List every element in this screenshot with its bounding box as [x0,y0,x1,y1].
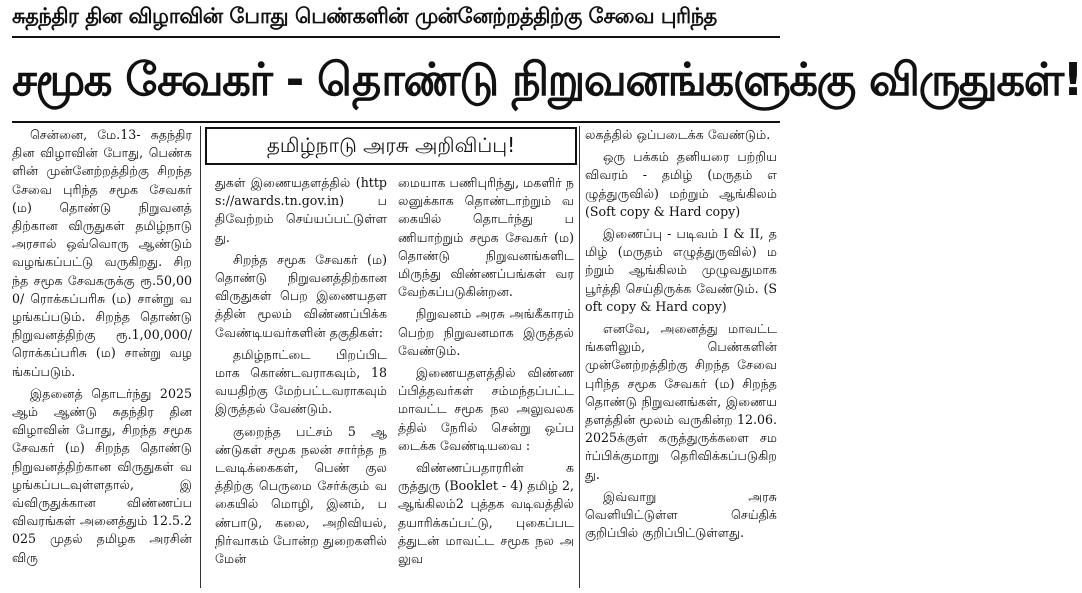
article-paragraph: எனவே, அனைத்து மாவட்டங்களிலும், பெண்களின் முன்னேற்றத்திற்கு சிறந்த சேவை புரிந்த சமூக சேவகர் (ம) சிறந்த தொண்டு நிறுவனங்கள், இணையதளத்தின் மூலம் வருகின்ற 12.06.2025க்குள் கருத்துருக்களை சமர்ப்பிக்குமாறு தெரிவிக்கப்படுகிறது. [585,321,777,482]
article-paragraph: இணைப்பு - படிவம் I & II, தமிழ் (மருதம் எழுத்துருவில்) மற்றும் ஆங்கிலம் முழுவதுமாக பூர்த்தி செய்திருக்க வேண்டும். (Soft copy & Hard copy) [585,226,777,314]
article-column-3 [398,174,574,588]
kicker-rule [12,36,780,38]
article-column-4 [585,126,777,588]
article-paragraph: தமிழ்நாட்டை பிறப்பிடமாக கொண்டவராகவும், 18 வயதிற்கு மேற்பட்டவராகவும் இருத்தல் வேண்டும். [215,346,387,417]
announcement-box: தமிழ்நாடு அரசு அறிவிப்பு! [205,127,577,165]
article-paragraph: குறைந்த பட்சம் 5 ஆண்டுகள் சமூக நலன் சார்ந்த நடவடிக்கைகள், பெண் குலத்திற்கு பெருமை சேர்க்கும் வகையில் மொழி, இனம், பண்பாடு, கலை, அறிவியல், நிர்வாகம் போன்ற துறைகளில் மேன் [215,423,387,567]
article-paragraph: மையாக பணிபுரிந்து, மகளிர் நலனுக்காக தொண்டாற்றும் வகையில் தொடர்ந்து பணியாற்றும் சமூக சேவகர் (ம) தொண்டு நிறுவனங்களிடமிருந்து விண்ணப்பங்கள் வரவேற்கப்படுகின்றன. [398,175,574,300]
article-column-2 [215,174,387,588]
article-paragraph: ஒரு பக்கம் தனியரை பற்றிய விவரம் - தமிழ் (மருதம் எழுத்துருவில்) மற்றும் ஆங்கிலம் (Soft copy & Hard copy) [585,149,777,219]
column-divider [200,126,201,588]
article-paragraph: சென்னை, மே.13- சுதந்திர தின விழாவின் போது, பெண்களின் முன்னேற்றத்திற்கு சிறந்த சேவை புரிந்த சமூக சேவகர் (ம) தொண்டு நிறுவனத் திற்கான விருதுகள் தமிழ்நாடு அரசால் ஒவ்வொரு ஆண்டும் வழங்கப்பட்டு வருகிறது. சிறந்த சமூக சேவகருக்கு ரூ.50,000/ ரொக்கப்பரிசு (ம) சான்று வழங்கப்படும். சிறந்த தொண்டு நிறுவனத்திற்கு ரூ.1,00,000/ ரொக்கப்பரிசு (ம) சான்று வழங்கப்படும். [12,127,192,379]
article-paragraph: லகத்தில் ஒப்படைக்க வேண்டும். [585,127,771,142]
headline-rule [12,121,780,123]
article-column-1 [12,126,192,588]
article-paragraph: இவ்வாறு அரசு வெளியிட்டுள்ள செய்திக் குறிப்பில் குறிப்பிட்டுள்ளது. [585,488,777,541]
article-paragraph: நிறுவனம் அரசு அங்கீகாரம் பெற்ற நிறுவனமாக இருத்தல் வேண்டும். [398,306,574,358]
main-headline: சமூக சேவகர் - தொண்டு நிறுவனங்களுக்கு விருதுகள்! [12,53,1082,106]
kicker-headline: சுதந்திர தின விழாவின் போது பெண்களின் முன்னேற்றத்திற்கு சேவை புரிந்த [12,4,717,28]
column-divider [579,126,580,588]
article-paragraph: விண்ணப்பதாரரின் கருத்துரு (Booklet - 4) தமிழ் 2, ஆங்கிலம்2 புத்தக வடிவத்தில் தயாரிக்கப்பட்டு, புகைப்படத்துடன் மாவட்ட சமூக நல அலுவ [398,460,574,567]
article-paragraph: துகள் இணையதளத்தில் (https://awards.tn.gov.in) பதிவேற்றம் செய்யப்பட்டுள்ளது. [215,175,387,245]
article-paragraph: இதனைத் தொடர்ந்து 2025 ஆம் ஆண்டு சுதந்திர தின விழாவின் போது, சிறந்த சமூக சேவகர் (ம) சிறந்த தொண்டு நிறுவனத்திற்கான விருதுகள் வழங்கப்படவுள்ளதால், இவ்விருதுக்கான விண்ணப்ப விவரங்கள் அனைத்தும் 12.5.2025 முதல் தமிழக அரசின் விரு [12,385,192,565]
article-paragraph: சிறந்த சமூக சேவகர் (ம) தொண்டு நிறுவனத்திற்கான விருதுகள் பெற இணையதளத்தின் மூலம் விண்ணப்பிக்க வேண்டியவர்களின் தகுதிகள்: [215,251,387,340]
article-paragraph: இணையதளத்தில் விண்ணப்பித்தவர்கள் சம்மந்தப்பட்ட மாவட்ட சமூக நல அலுவலகத்தில் நேரில் சென்று ஒப்படைக்க வேண்டியவை : [398,365,574,453]
